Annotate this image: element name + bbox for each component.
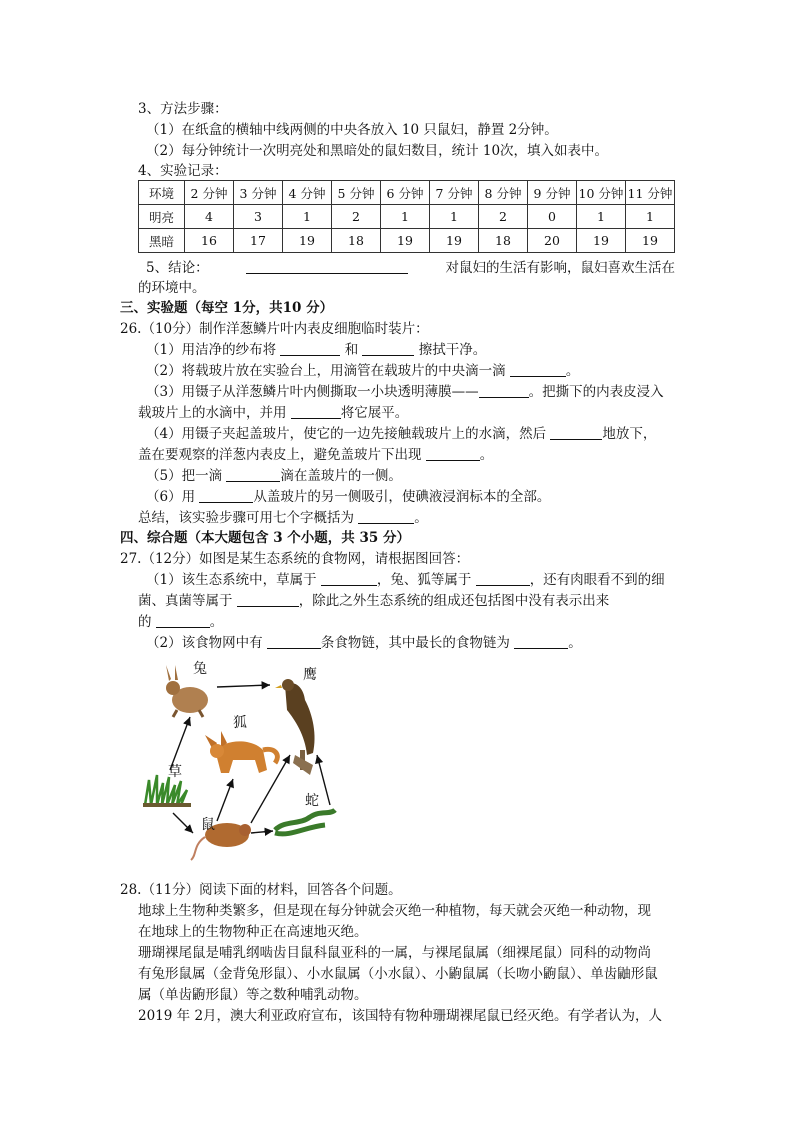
q28-stem: 28.（11分）阅读下面的材料，回答各个问题。 [120, 882, 402, 898]
table-cell: 18 [332, 229, 381, 253]
table-header-row [139, 181, 675, 205]
table-cell: 0 [528, 205, 577, 229]
eagle-image [275, 679, 315, 775]
q26-item-4 [146, 425, 656, 443]
q26-3-text: 将它展平。 [340, 405, 409, 421]
conclusion-line [146, 259, 675, 277]
q27-item-2 [146, 634, 582, 652]
conclusion-line-2: 的环境中。 [138, 280, 206, 296]
q26-4-text: 盖在要观察的洋葱内表皮上，避免盖玻片下出现 [138, 447, 422, 463]
table-header-cell: 11 分钟 [626, 181, 675, 205]
table-cell: 17 [234, 229, 283, 253]
q27-1-text: （1）该生态系统中，草属于 [146, 572, 317, 588]
table-header-cell: 10 分钟 [577, 181, 626, 205]
table-cell: 19 [626, 229, 675, 253]
q26-summary-text: 总结，该实验步骤可用七个字概括为 [138, 510, 354, 526]
experiment-record-table [138, 180, 675, 253]
conclusion-prefix: 5、结论： [146, 260, 209, 276]
answer-blank[interactable] [280, 341, 340, 356]
table-header-cell: 5 分钟 [332, 181, 381, 205]
q26-3-text: 。把撕下的内表皮浸入 [528, 384, 664, 400]
food-web-diagram [135, 655, 350, 865]
q28-paragraph-1-cont: 在地球上的生物物种正在高速地灭绝。 [138, 924, 368, 940]
answer-blank[interactable] [321, 571, 377, 586]
answer-blank[interactable] [291, 404, 341, 419]
table-cell: 4 [185, 205, 234, 229]
q27-1-text: 的 [138, 614, 152, 630]
table-header-cell: 3 分钟 [234, 181, 283, 205]
table-cell: 1 [626, 205, 675, 229]
table-cell: 19 [430, 229, 479, 253]
table-cell: 1 [577, 205, 626, 229]
table-cell: 19 [381, 229, 430, 253]
q28-paragraph-2: 珊瑚裸尾鼠是哺乳纲啮齿目鼠科鼠亚科的一属，与裸尾鼠属（细裸尾鼠）同科的动物尚 [138, 945, 651, 961]
answer-blank[interactable] [550, 425, 602, 440]
answer-blank[interactable] [226, 467, 280, 482]
q26-3-text: （3）用镊子从洋葱鳞片叶内侧撕取一小块透明薄膜—— [146, 384, 479, 400]
table-row [139, 205, 675, 229]
answer-blank[interactable] [246, 259, 408, 274]
q26-2-text: 。 [565, 363, 580, 379]
table-cell: 1 [430, 205, 479, 229]
table-header-label: 环境 [139, 181, 185, 205]
answer-blank[interactable] [514, 634, 568, 649]
table-header-cell: 7 分钟 [430, 181, 479, 205]
q28-paragraph-3: 2019 年 2月，澳大利亚政府宣布，该国特有物种珊瑚裸尾鼠已经灭绝。有学者认为，人 [138, 1008, 663, 1024]
q26-3-text: 载玻片上的水滴中，并用 [138, 405, 287, 421]
label-eagle: 鹰 [303, 667, 317, 683]
q27-2-text: 。 [568, 635, 582, 651]
q27-1-text: ，兔、狐等属于 [376, 572, 472, 588]
q26-4-text: 地放下， [602, 426, 657, 442]
table-header-cell: 4 分钟 [283, 181, 332, 205]
q26-1-text: （1）用洁净的纱布将 [146, 342, 277, 358]
q26-summary [138, 509, 428, 527]
answer-blank[interactable] [362, 341, 414, 356]
label-grass: 草 [168, 764, 182, 780]
step3-title: 3、方法步骤： [138, 101, 228, 117]
table-header-cell: 9 分钟 [528, 181, 577, 205]
q26-item-1 [146, 341, 486, 359]
q26-6-text: （6）用 [146, 489, 196, 505]
mouse-image [191, 823, 251, 860]
q26-item-5 [146, 467, 402, 485]
table-cell: 2 [479, 205, 528, 229]
arrow-mouse-to-fox [217, 779, 233, 821]
q27-2-text: 条食物链，其中最长的食物链为 [320, 635, 510, 651]
q26-5-text: （5）把一滴 [146, 468, 223, 484]
table-row-label: 明亮 [139, 205, 185, 229]
q26-summary-text: 。 [414, 510, 428, 526]
answer-blank[interactable] [479, 383, 529, 398]
table-cell: 18 [479, 229, 528, 253]
table-cell: 19 [283, 229, 332, 253]
q28-paragraph-2-cont: 有兔形鼠属（金背兔形鼠）、小水鼠属（小水鼠）、小鼩鼠属（长吻小鼩鼠）、单齿鼬形鼠 [138, 966, 658, 982]
table-header-cell: 8 分钟 [479, 181, 528, 205]
q26-item-2 [146, 362, 579, 380]
q26-item-4-cont [138, 446, 493, 464]
q26-2-text: （2）将载玻片放在实验台上，用滴管在载玻片的中央滴一滴 [146, 363, 506, 379]
q27-item-1-cont [138, 592, 609, 610]
table-header-cell: 2 分钟 [185, 181, 234, 205]
answer-blank[interactable] [358, 509, 414, 524]
table-cell: 2 [332, 205, 381, 229]
conclusion-suffix: 对鼠妇的生活有影响，鼠妇喜欢生活在 [445, 260, 675, 276]
q28-paragraph-1: 地球上生物种类繁多，但是现在每分钟就会灭绝一种植物，每天就会灭绝一种动物，现 [138, 903, 651, 919]
q27-1-text: ，除此之外生态系统的组成还包括图中没有表示出来 [298, 593, 610, 609]
table-cell: 20 [528, 229, 577, 253]
answer-blank[interactable] [199, 488, 253, 503]
table-cell: 16 [185, 229, 234, 253]
table-row-label: 黑暗 [139, 229, 185, 253]
label-mouse: 鼠 [201, 817, 215, 833]
answer-blank[interactable] [156, 613, 210, 628]
fox-image [205, 731, 277, 773]
table-row [139, 229, 675, 253]
q26-item-3-cont [138, 404, 408, 422]
q26-1-text: 擦拭干净。 [418, 342, 487, 358]
table-cell: 1 [283, 205, 332, 229]
q26-4-text: 。 [479, 447, 494, 463]
answer-blank[interactable] [237, 592, 299, 607]
table-cell: 3 [234, 205, 283, 229]
arrow-mouse-to-snake [251, 831, 273, 833]
label-fox: 狐 [233, 715, 247, 731]
table-header-cell: 6 分钟 [381, 181, 430, 205]
q27-2-text: （2）该食物网中有 [146, 635, 263, 651]
q26-item-3 [146, 383, 664, 401]
q26-5-text: 滴在盖玻片的一侧。 [280, 468, 402, 484]
q27-item-1-cont2 [138, 613, 223, 631]
label-snake: 蛇 [305, 793, 319, 809]
arrow-grass-to-mouse [173, 813, 193, 833]
q27-item-1 [146, 571, 665, 589]
q26-6-text: 从盖玻片的另一侧吸引，使碘液浸润标本的全部。 [253, 489, 551, 505]
q26-4-text: （4）用镊子夹起盖玻片，使它的一边先接触载玻片上的水滴，然后 [146, 426, 547, 442]
q26-1-text: 和 [344, 342, 359, 358]
section4-heading: 四、综合题（本大题包含 3 个小题，共 35 分） [120, 530, 410, 546]
table-cell: 19 [577, 229, 626, 253]
step3-item-1: （1）在纸盒的横轴中线两侧的中央各放入 10 只鼠妇，静置 2分钟。 [146, 122, 558, 138]
q27-1-text: 菌、真菌等属于 [138, 593, 233, 609]
section3-heading: 三、实验题（每空 1分，共10 分） [120, 300, 334, 316]
q28-paragraph-2-cont2: 属（单齿鼩形鼠）等之数种哺乳动物。 [138, 987, 368, 1003]
q26-stem: 26.（10分）制作洋葱鳞片叶内表皮细胞临时装片： [120, 321, 429, 337]
answer-blank[interactable] [476, 571, 530, 586]
step4-title: 4、实验记录： [138, 163, 228, 179]
label-rabbit: 兔 [193, 661, 207, 677]
step3-item-2: （2）每分钟统计一次明亮处和黑暗处的鼠妇数目，统计 10次，填入如表中。 [146, 143, 609, 159]
answer-blank[interactable] [426, 446, 480, 461]
q27-1-text: ，还有肉眼看不到的细 [529, 572, 665, 588]
answer-blank[interactable] [510, 362, 566, 377]
q27-stem: 27.（12分）如图是某生态系统的食物网，请根据图回答： [120, 551, 470, 567]
grass-image [143, 775, 191, 807]
q26-item-6 [146, 488, 550, 506]
snake-image [275, 810, 335, 834]
arrow-grass-to-rabbit [170, 717, 190, 770]
answer-blank[interactable] [267, 634, 321, 649]
arrow-rabbit-to-eagle [217, 685, 270, 687]
q27-1-text: 。 [209, 614, 224, 630]
table-cell: 1 [381, 205, 430, 229]
